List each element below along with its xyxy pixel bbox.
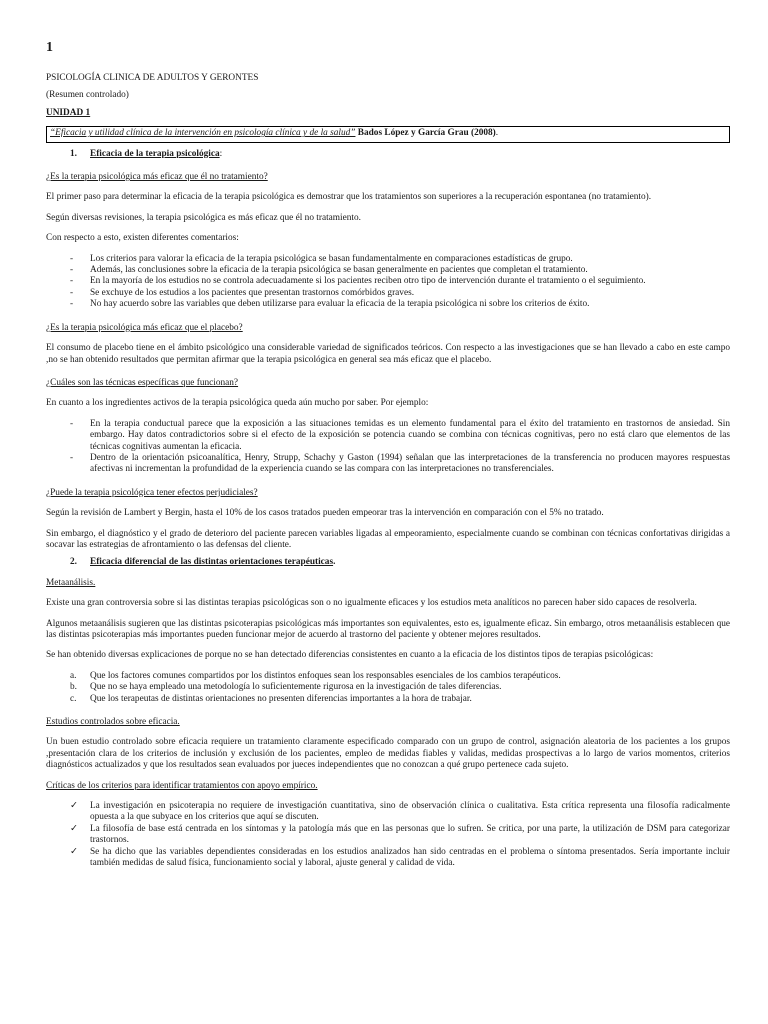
dash-marker: - (70, 276, 74, 287)
list-item (46, 276, 730, 287)
list-item-text: Se ha dicho que las variables dependientes consideradas en los estudios analizados han sido centradas en el problema o síntoma presentados. Sería importante incluir también medidas de salud física, funcionamiento social y laboral, ajuste general y calidad de vida. (90, 846, 730, 869)
list-item (46, 801, 730, 824)
section-1-colon: : (219, 148, 223, 159)
list-item (46, 299, 730, 310)
section-1-title: Eficacia de la terapia psicológica (90, 148, 220, 159)
dash-marker: - (70, 299, 74, 310)
list-item (46, 671, 730, 682)
critiques-list (46, 801, 730, 869)
page-number: 1 (46, 40, 53, 55)
list-item (46, 847, 730, 870)
q3-bullet-list (46, 419, 730, 476)
list-item-text: Los criterios para valorar la eficacia de la terapia psicológica se basan fundamentalmente en comparaciones estadísticas de grupo. (90, 253, 573, 264)
check-icon: ✓ (70, 846, 78, 857)
check-icon: ✓ (70, 823, 78, 834)
q1-paragraph-3: Con respecto a esto, existen diferentes comentarios: (46, 233, 239, 244)
list-item (46, 288, 730, 299)
q2-paragraph-1: El consumo de placebo tiene en el ámbito psicológico una considerable variedad de significados teóricos. Con respecto a las investigaciones que se han llevado a cabo en este campo ,no se han obtenido resultados que permitan afirmar que la terapia psicológica en general sea más eficaz que el placebo. (46, 343, 730, 365)
list-item (46, 824, 730, 847)
meta-paragraph-1: Existe una gran controversia sobre si las distintas terapias psicológicas son o no igualmente eficaces y los estudios meta analíticos no parecen haber sido capaces de resolverla. (46, 598, 697, 609)
list-marker: c. (70, 693, 77, 704)
dash-marker: - (70, 253, 74, 264)
list-item-text: Que los terapeutas de distintas orientaciones no presenten diferencias importantes a la hora de trabajar. (90, 693, 472, 704)
section-1-number: 1. (70, 148, 77, 159)
dash-marker: - (70, 418, 74, 429)
question-3: ¿Cuáles son las técnicas específicas que funcionan? (46, 377, 239, 388)
document-title: PSICOLOGÍA CLINICA DE ADULTOS Y GERONTES (46, 73, 259, 83)
q1-bullet-list (46, 254, 730, 311)
section-2-title: Eficacia diferencial de las distintas orientaciones terapéuticas (90, 557, 334, 568)
list-item-text: No hay acuerdo sobre las variables que deben utilizarse para evaluar la eficacia de la terapia psicológica ni sobre los criterios de éxito. (90, 299, 590, 310)
citation-quote: “Eficacia y utilidad clínica de la intervención en psicología clínica y de la salud” (50, 128, 356, 139)
unit-heading: UNIDAD 1 (46, 107, 91, 118)
list-item (46, 682, 730, 693)
list-item-text: Además, las conclusiones sobre la eficacia de la terapia psicológica se basan generalmente en pacientes que completan el tratamiento. (90, 265, 588, 276)
meta-paragraph-2: Algunos metaanálisis sugieren que las distintas psicoterapias psicológicas más importantes son equivalentes, esto es, igualmente eficaz. Sin embargo, otros metaanálisis establecen que las distintas psicoterapias más importantes pueden funcionar mejor de acuerdo al trastorno del paciente y obtener mejores resultados. (46, 618, 730, 640)
dash-marker: - (70, 452, 74, 463)
critiques-heading: Críticas de los criterios para identificar tratamientos con apoyo empírico. (46, 780, 318, 791)
section-2-heading (70, 557, 730, 568)
list-item-text: Se exchuye de los estudios a los pacientes que presentan trastornos comórbidos graves. (90, 287, 415, 298)
section-2-number: 2. (70, 557, 77, 568)
list-item (46, 453, 730, 476)
q4-paragraph-1: Según la revisión de Lambert y Bergin, hasta el 10% de los casos tratados pueden empeorar tras la intervención en comparación con el 5% no tratado. (46, 508, 604, 519)
meta-paragraph-3: Se han obtenido diversas explicaciones de porque no se han detectado diferencias consistentes en cuanto a la eficacia de los distintos tipos de terapias psicológicas: (46, 650, 654, 661)
citation-authors: Bados López y García Grau (2008) (357, 128, 496, 139)
document-page (46, 40, 730, 870)
metaanalysis-heading: Metaanálisis. (46, 577, 96, 588)
q1-paragraph-2: Según diversas revisiones, la terapia psicológica es más eficaz que él no tratamiento. (46, 212, 361, 223)
controlled-paragraph-1: Un buen estudio controlado sobre eficacia requiere un tratamiento claramente especificado comparado con un grupo de control, asignación aleatoria de los pacientes a los grupos ,presentación clara de los criterios de inclusión y exclusión de los pacientes, empleo de medidas fiables y validas, medidas prospectivas a lo largo de varios momentos, criterios diagnósticos actualizados y que los resultados sean evaluados por jueces independientes que no conozcan a qué grupo pertenece cada sujeto. (46, 737, 730, 771)
controlled-studies-heading: Estudios controlados sobre eficacia. (46, 717, 180, 728)
q1-paragraph-1: El primer paso para determinar la eficacia de la terapia psicológica es demostrar que los tratamientos son superiores a la recuperación espontanea (no tratamiento). (46, 192, 652, 203)
q3-paragraph-1: En cuanto a los ingredientes activos de la terapia psicológica queda aún mucho por saber. Por ejemplo: (46, 398, 429, 409)
document-subtitle: (Resumen controlado) (46, 90, 129, 101)
check-icon: ✓ (70, 801, 78, 812)
list-marker: a. (70, 670, 77, 681)
question-4: ¿Puede la terapia psicológica tener efectos perjudiciales? (46, 487, 258, 498)
list-item (46, 265, 730, 276)
meta-explanations-list (46, 671, 730, 705)
section-2-end: . (333, 557, 336, 568)
question-1: ¿Es la terapia psicológica más eficaz que él no tratamiento? (46, 172, 268, 183)
list-item-text: Dentro de la orientación psicoanalítica, Henry, Strupp, Schachy y Gaston (1994) señalan que las interpretaciones de la transferencia no producen mayores respuestas afectivas ni incrementan la profundidad de la experiencia cuando se las compara con las interpretaciones no transferenciales. (90, 452, 730, 475)
list-marker: b. (70, 682, 77, 693)
list-item (46, 254, 730, 265)
list-item-text: Que los factores comunes compartidos por los distintos enfoques sean los responsables esenciales de los cambios terapéuticos. (90, 670, 561, 681)
section-1-heading (70, 149, 730, 160)
question-2: ¿Es la terapia psicológica más eficaz que el placebo? (46, 322, 243, 333)
list-item-text: La filosofía de base está centrada en los síntomas y la patología más que en las personas que lo sufren. Se critica, por una parte, la utilización de DSM para categorizar trastornos. (90, 823, 730, 846)
list-item-text: En la mayoría de los estudios no se controla adecuadamente si los pacientes reciben otro tipo de intervención durante el tratamiento o el seguimiento. (90, 276, 646, 287)
citation-box (46, 126, 730, 142)
list-item-text: La investigación en psicoterapia no requiere de investigación cuantitativa, sino de observación clínica o cualitativa. Esta crítica representa una filosofía radicalmente opuesta a la que subyace en los criterios que aquí se discuten. (90, 801, 730, 823)
dash-marker: - (70, 265, 74, 276)
dash-marker: - (70, 287, 74, 298)
citation-end: . (495, 128, 499, 139)
list-item-text: En la terapia conductual parece que la exposición a las situaciones temidas es un elemento fundamental para el éxito del tratamiento en trastornos de ansiedad. Sin embargo. Hay datos contradictorios sobre si el efecto de la exposición se potencia cuando se combina con técnicas cognitivas, pero no está claro que elementos de las técnicas cognitivas aumentan la eficacia. (90, 418, 730, 452)
list-item (46, 694, 730, 705)
list-item (46, 419, 730, 453)
q4-paragraph-2: Sin embargo, el diagnóstico y el grado de deterioro del paciente parecen variables ligadas al empeoramiento, especialmente cuando se combinan con técnicas confortativas dirigidas a socavar las estrategias de afrontamiento o las defensas del cliente. (46, 528, 730, 550)
list-item-text: Que no se haya empleado una metodología lo suficientemente rigurosa en la investigación de tales diferencias. (90, 682, 502, 693)
